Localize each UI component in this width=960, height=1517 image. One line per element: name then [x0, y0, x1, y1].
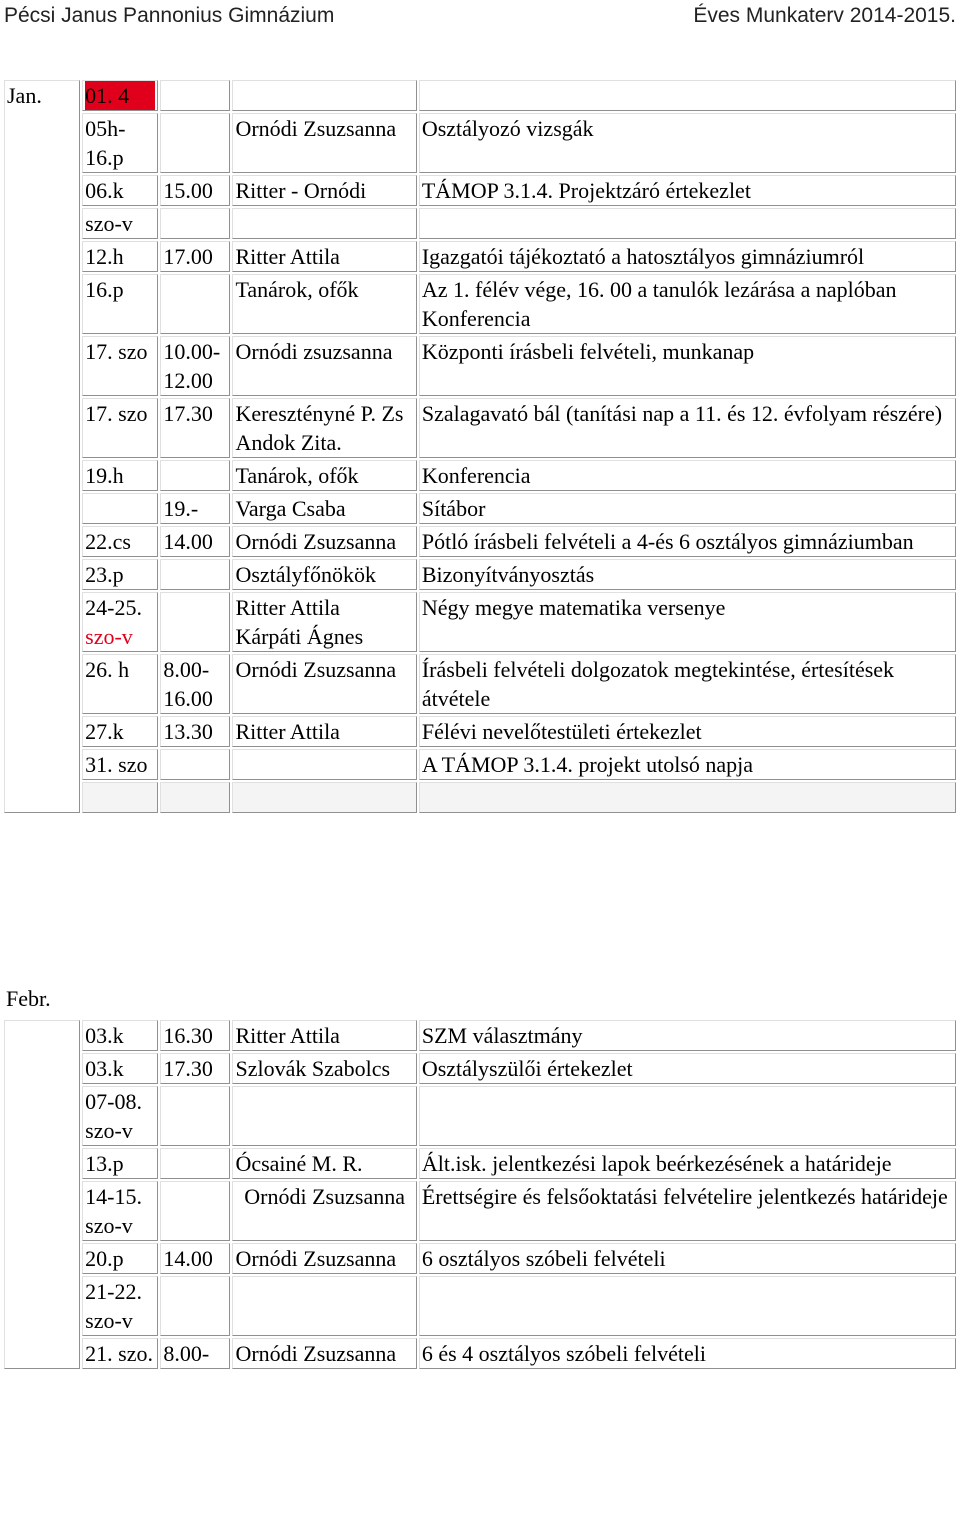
date-text: 24-25.: [85, 595, 142, 620]
date-cell: 03.k: [82, 1053, 158, 1084]
event-cell: 6 osztályos szóbeli felvételi: [419, 1243, 956, 1274]
event-cell: Négy megye matematika versenye: [419, 592, 956, 652]
person-cell: Osztályfőnökök: [232, 559, 416, 590]
event-cell: SZM választmány: [419, 1020, 956, 1051]
table-row: [4, 1148, 956, 1179]
table-row: [4, 1276, 956, 1336]
event-text: Konferencia: [421, 306, 531, 331]
date-cell: 13.p: [82, 1148, 158, 1179]
time-cell: [160, 592, 230, 652]
event-cell: [419, 208, 956, 239]
event-cell: [419, 782, 956, 813]
event-cell: Írásbeli felvételi dolgozatok megtekintése, értesítések átvétele: [419, 654, 956, 714]
time-cell: 8.00-: [160, 1338, 230, 1369]
event-cell: Érettségire és felsőoktatási felvételire jelentkezés határideje: [419, 1181, 956, 1241]
time-cell: 16.30: [160, 1020, 230, 1051]
date-cell: [82, 80, 158, 111]
person-cell: [232, 208, 416, 239]
person-cell: Ornódi zsuzsanna: [232, 336, 416, 396]
date-cell: 31. szo: [82, 749, 158, 780]
event-cell: Pótló írásbeli felvételi a 4-és 6 osztályos gimnáziumban: [419, 526, 956, 557]
time-cell: [160, 782, 230, 813]
person-text: Keresztényné P. Zs: [235, 401, 404, 426]
time-cell: [160, 274, 230, 334]
month-label-feb: Febr.: [6, 986, 51, 1011]
date-cell: 23.p: [82, 559, 158, 590]
person-text: Andok Zita.: [235, 430, 342, 455]
event-cell: Sítábor: [419, 493, 956, 524]
date-cell: [82, 1181, 158, 1241]
person-cell: Varga Csaba: [232, 493, 416, 524]
table-row: [4, 398, 956, 458]
time-cell: 15.00: [160, 175, 230, 206]
time-cell: [160, 113, 230, 173]
table-row: [4, 526, 956, 557]
date-cell: 06.k: [82, 175, 158, 206]
time-cell: [160, 1148, 230, 1179]
page-header: [0, 0, 960, 34]
person-cell: Ornódi Zsuzsanna: [232, 654, 416, 714]
table-row: [4, 1086, 956, 1146]
time-cell: [160, 1086, 230, 1146]
school-name: Pécsi Janus Pannonius Gimnázium: [4, 4, 335, 27]
time-cell: [160, 80, 230, 111]
time-cell: 17.30: [160, 398, 230, 458]
event-cell: [419, 1086, 956, 1146]
date-cell: 21. szo.: [82, 1338, 158, 1369]
person-cell: Szlovák Szabolcs: [232, 1053, 416, 1084]
person-cell: [232, 749, 416, 780]
table-row: [4, 493, 956, 524]
table-row: [4, 749, 956, 780]
date-cell: 17. szo: [82, 336, 158, 396]
date-cell: [82, 592, 158, 652]
month-cell: [4, 1020, 80, 1369]
date-cell: 17. szo: [82, 398, 158, 458]
event-cell: Konferencia: [419, 460, 956, 491]
person-cell: Ritter - Ornódi: [232, 175, 416, 206]
time-cell: [160, 1181, 230, 1241]
time-cell: 14.00: [160, 1243, 230, 1274]
person-cell: [232, 1276, 416, 1336]
person-cell: [232, 1086, 416, 1146]
table-row: [4, 208, 956, 239]
table-row: [4, 80, 956, 111]
date-cell: 26. h: [82, 654, 158, 714]
plan-title: Éves Munkaterv 2014-2015.: [693, 4, 956, 27]
table-row: [4, 1020, 956, 1051]
event-cell: TÁMOP 3.1.4. Projektzáró értekezlet: [419, 175, 956, 206]
event-cell: Ált.isk. jelentkezési lapok beérkezésének a határideje: [419, 1148, 956, 1179]
date-text: szo-v: [85, 624, 133, 649]
time-cell: [160, 1276, 230, 1336]
time-cell: [160, 749, 230, 780]
person-cell: Ornódi Zsuzsanna: [232, 1243, 416, 1274]
event-cell: A TÁMOP 3.1.4. projekt utolsó napja: [419, 749, 956, 780]
table-row: [4, 716, 956, 747]
person-cell: Ritter Attila: [232, 241, 416, 272]
table-row: [4, 1181, 956, 1241]
event-cell: Igazgatói tájékoztató a hatosztályos gimnáziumról: [419, 241, 956, 272]
date-cell: 27.k: [82, 716, 158, 747]
table-row: [4, 175, 956, 206]
date-cell: 05h-16.p: [82, 113, 158, 173]
table-row: [4, 1338, 956, 1369]
person-cell: Ornódi Zsuzsanna: [232, 1338, 416, 1369]
date-cell: [82, 1276, 158, 1336]
time-cell: [160, 208, 230, 239]
date-cell: 16.p: [82, 274, 158, 334]
person-cell: Ritter Attila: [232, 716, 416, 747]
event-cell: [419, 1276, 956, 1336]
event-cell: Osztályszülői értekezlet: [419, 1053, 956, 1084]
table-row: [4, 782, 956, 813]
table-row: [4, 113, 956, 173]
date-text: szo-v: [85, 1308, 133, 1333]
person-text: Ritter Attila: [235, 595, 340, 620]
time-cell: 17.30: [160, 1053, 230, 1084]
time-cell: 8.00-16.00: [160, 654, 230, 714]
table-row: [4, 336, 956, 396]
date-cell: 12.h: [82, 241, 158, 272]
person-cell: Tanárok, ofők: [232, 460, 416, 491]
table-row: [4, 241, 956, 272]
date-cell: 22.cs: [82, 526, 158, 557]
time-cell: 13.30: [160, 716, 230, 747]
schedule-table-feb: [2, 1018, 958, 1371]
person-text: Kárpáti Ágnes: [235, 624, 364, 649]
event-cell: Bizonyítványosztás: [419, 559, 956, 590]
time-cell: 10.00-12.00: [160, 336, 230, 396]
date-text: szo-v: [85, 1213, 133, 1238]
event-text: Az 1. félév vége, 16. 00 a tanulók lezárása a naplóban: [421, 277, 897, 302]
date-text: szo-v: [85, 1118, 133, 1143]
event-cell: [419, 80, 956, 111]
date-cell: 03.k: [82, 1020, 158, 1051]
date-cell: [82, 782, 158, 813]
date-cell: szo-v: [82, 208, 158, 239]
person-cell: Ócsainé M. R.: [232, 1148, 416, 1179]
table-row: [4, 1053, 956, 1084]
person-cell: [232, 592, 416, 652]
person-cell: Tanárok, ofők: [232, 274, 416, 334]
time-cell: [160, 460, 230, 491]
event-cell: Központi írásbeli felvételi, munkanap: [419, 336, 956, 396]
date-text: 14-15.: [85, 1184, 142, 1209]
date-cell: 20.p: [82, 1243, 158, 1274]
person-cell: Ritter Attila: [232, 1020, 416, 1051]
date-cell: [82, 1086, 158, 1146]
table-row: [4, 1243, 956, 1274]
event-cell: Osztályozó vizsgák: [419, 113, 956, 173]
month-label-jan: Jan.: [4, 80, 80, 813]
table-row: [4, 274, 956, 334]
event-cell: Félévi nevelőtestületi értekezlet: [419, 716, 956, 747]
person-cell: [232, 398, 416, 458]
date-cell: [82, 493, 158, 524]
time-cell: [160, 559, 230, 590]
person-cell: [232, 782, 416, 813]
table-row: [4, 592, 956, 652]
person-cell: [232, 80, 416, 111]
date-text: 21-22.: [85, 1279, 142, 1304]
person-cell: Ornódi Zsuzsanna: [232, 113, 416, 173]
time-cell: 19.-: [160, 493, 230, 524]
time-cell: 17.00: [160, 241, 230, 272]
table-row: [4, 654, 956, 714]
time-cell: 14.00: [160, 526, 230, 557]
event-cell: Szalagavató bál (tanítási nap a 11. és 12. évfolyam részére): [419, 398, 956, 458]
event-cell: [419, 274, 956, 334]
table-row: [4, 460, 956, 491]
person-cell: Ornódi Zsuzsanna: [232, 1181, 416, 1241]
highlighted-date: 01. 4: [85, 81, 155, 110]
table-row: [4, 559, 956, 590]
person-cell: Ornódi Zsuzsanna: [232, 526, 416, 557]
date-cell: 19.h: [82, 460, 158, 491]
schedule-table: [2, 78, 958, 815]
event-cell: 6 és 4 osztályos szóbeli felvételi: [419, 1338, 956, 1369]
date-text: 07-08.: [85, 1089, 142, 1114]
